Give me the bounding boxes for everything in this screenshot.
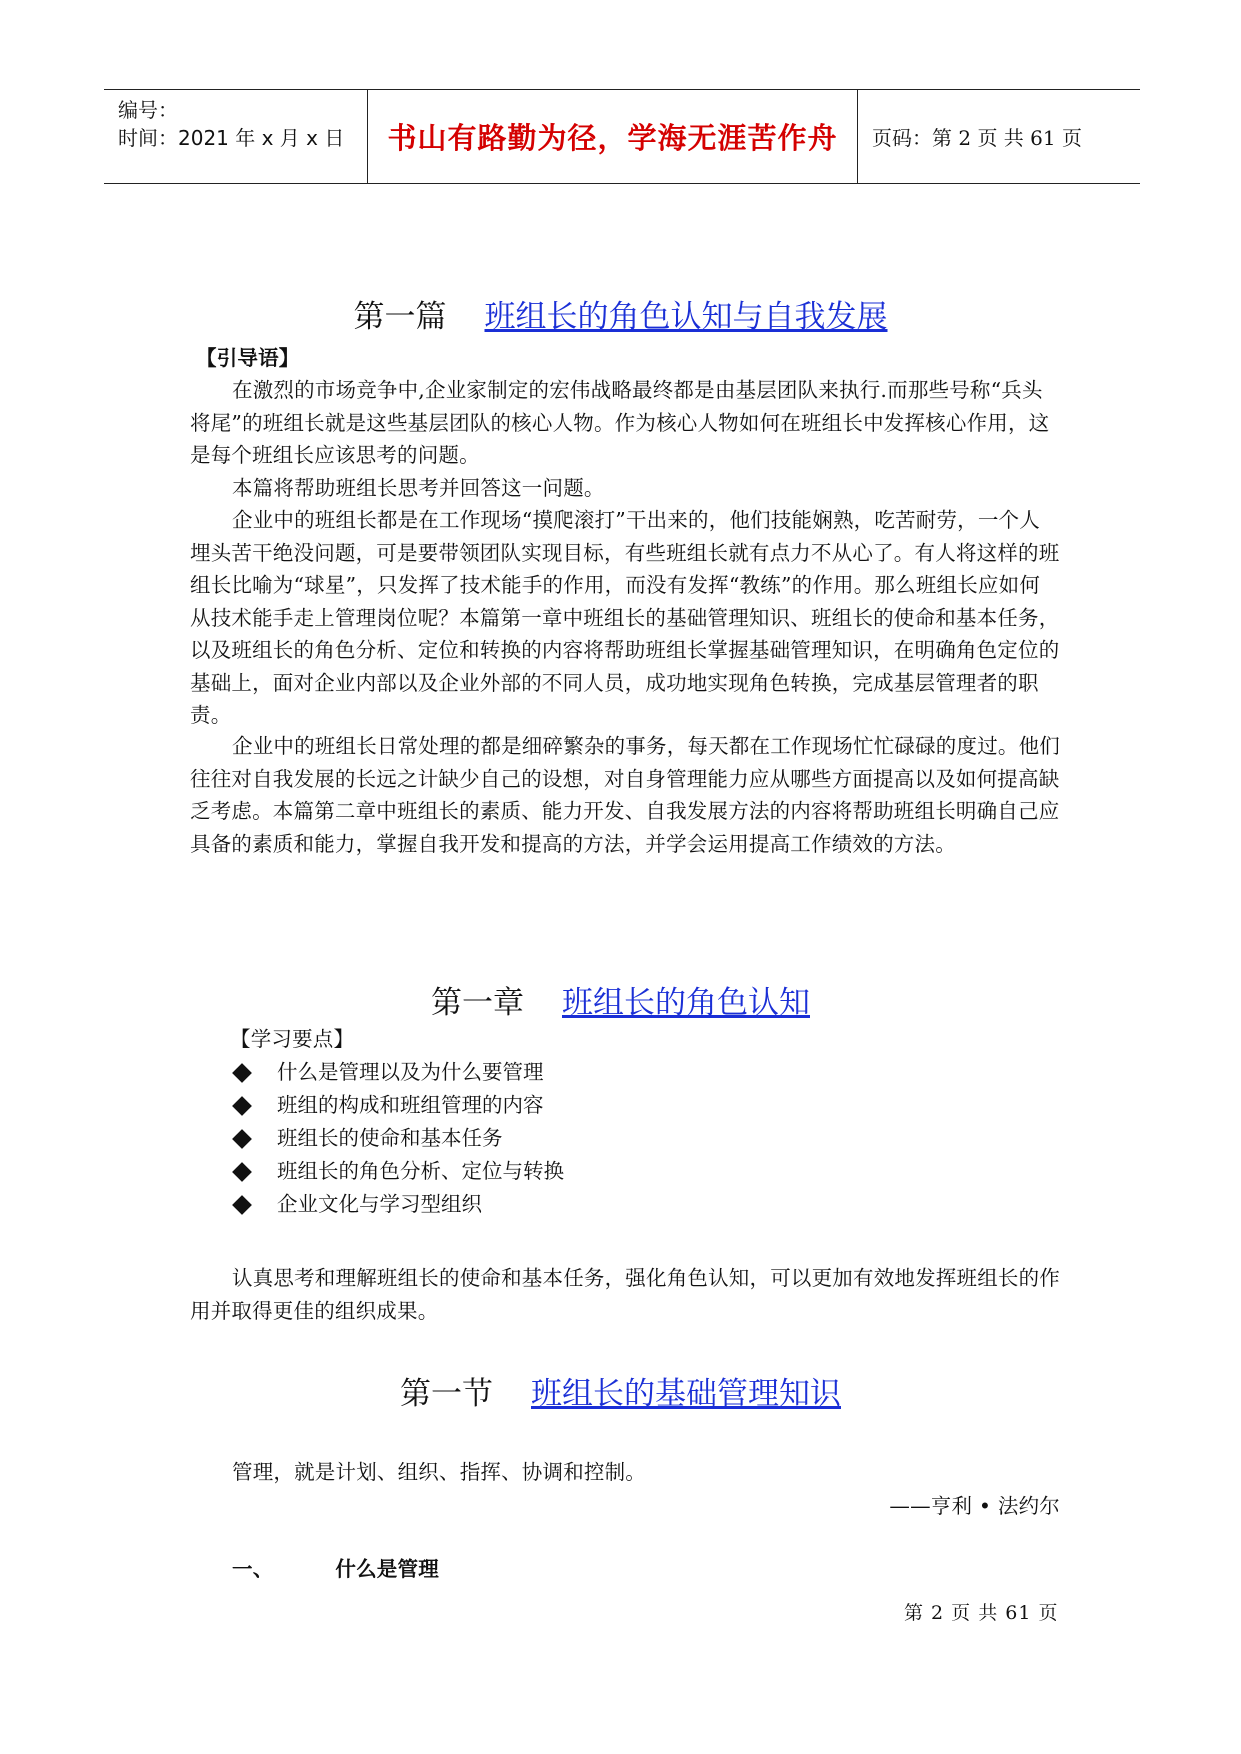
diamond-bullet-icon [232,1162,252,1182]
page-code: 页码：第 2 页 共 61 页 [872,126,1082,150]
time-label: 时间：2021 年 x 月 x 日 [118,126,345,150]
list-item: 班组长的使命和基本任务 [232,1122,564,1155]
list-item: 班组的构成和班组管理的内容 [232,1089,564,1122]
chapter-summary: 认真思考和理解班组长的使命和基本任务，强化角色认知，可以更加有效地发挥班组长的作用并取得更佳的组织成果。 [190,1266,1060,1323]
subheading-number: 一、 [232,1557,274,1581]
header-motto-cell [368,90,858,183]
intro-paragraph-3: 企业中的班组长都是在工作现场“摸爬滚打”干出来的，他们技能娴熟，吃苦耐劳，一个人埋头苦干绝没问题，可是要带领团队实现目标，有些班组长就有点力不从心了。有人将这样的班组长比喻为“球星”，只发挥了技术能手的作用，而没有发挥“教练”的作用。那么班组长应如何从技术能手走上管理岗位呢？本篇第一章中班组长的基础管理知识、班组长的使命和基本任务，以及班组长的角色分析、定位和转换的内容将帮助班组长掌握基础管理知识，在明确角色定位的基础上，面对企业内部以及企业外部的不同人员，成功地实现角色转换，完成基层管理者的职责。 [190,508,1060,727]
chapter-title [0,977,1241,1022]
section-title-label: 第一节 [400,1376,493,1412]
study-points-list [232,1056,564,1221]
list-item: 企业文化与学习型组织 [232,1188,564,1221]
list-item: 什么是管理以及为什么要管理 [232,1056,564,1089]
part-title-link[interactable]: 班组长的角色认知与自我发展 [484,299,888,335]
page-footer: 第 2 页 共 61 页 [904,1602,1059,1624]
part-title [0,291,1241,336]
page-header [104,89,1140,184]
list-item: 班组长的角色分析、定位与转换 [232,1155,564,1188]
intro-paragraph-4: 企业中的班组长日常处理的都是细碎繁杂的事务，每天都在工作现场忙忙碌碌的度过。他们往往对自我发展的长远之计缺少自己的设想，对自身管理能力应从哪些方面提高以及如何提高缺乏考虑。本篇第二章中班组长的素质、能力开发、自我发展方法的内容将帮助班组长明确自己应具备的素质和能力，掌握自我开发和提高的方法，并学会运用提高工作绩效的方法。 [190,734,1060,856]
part-title-label: 第一篇 [353,299,447,335]
chapter-title-label: 第一章 [431,985,524,1021]
chapter-title-link[interactable]: 班组长的角色认知 [562,985,810,1021]
header-left-cell [104,90,368,183]
quote-author: ——亨利 • 法约尔 [889,1494,1060,1518]
intro-heading: 【引导语】 [196,346,300,370]
diamond-bullet-icon [232,1096,252,1116]
header-page-code-cell [858,90,1140,183]
intro-paragraph-2: 本篇将帮助班组长思考并回答这一问题。 [232,476,605,500]
quote: 管理，就是计划、组织、指挥、协调和控制。 [232,1460,646,1484]
section-title [0,1368,1241,1413]
motto: 书山有路勤为径，学海无涯苦作舟 [387,121,838,155]
intro-paragraph-1: 在激烈的市场竞争中,企业家制定的宏伟战略最终都是由基层团队来执行.而那些号称“兵头将尾”的班组长就是这些基层团队的核心人物。作为核心人物如何在班组长中发挥核心作用，这是每个班组长应该思考的问题。 [190,378,1050,467]
diamond-bullet-icon [232,1195,252,1215]
study-heading: 【学习要点】 [230,1027,355,1051]
number-label: 编号： [118,98,178,122]
section-title-link[interactable]: 班组长的基础管理知识 [531,1376,841,1412]
diamond-bullet-icon [232,1129,252,1149]
diamond-bullet-icon [232,1063,252,1083]
subheading-text: 什么是管理 [335,1557,439,1581]
subheading [232,1553,1102,1586]
